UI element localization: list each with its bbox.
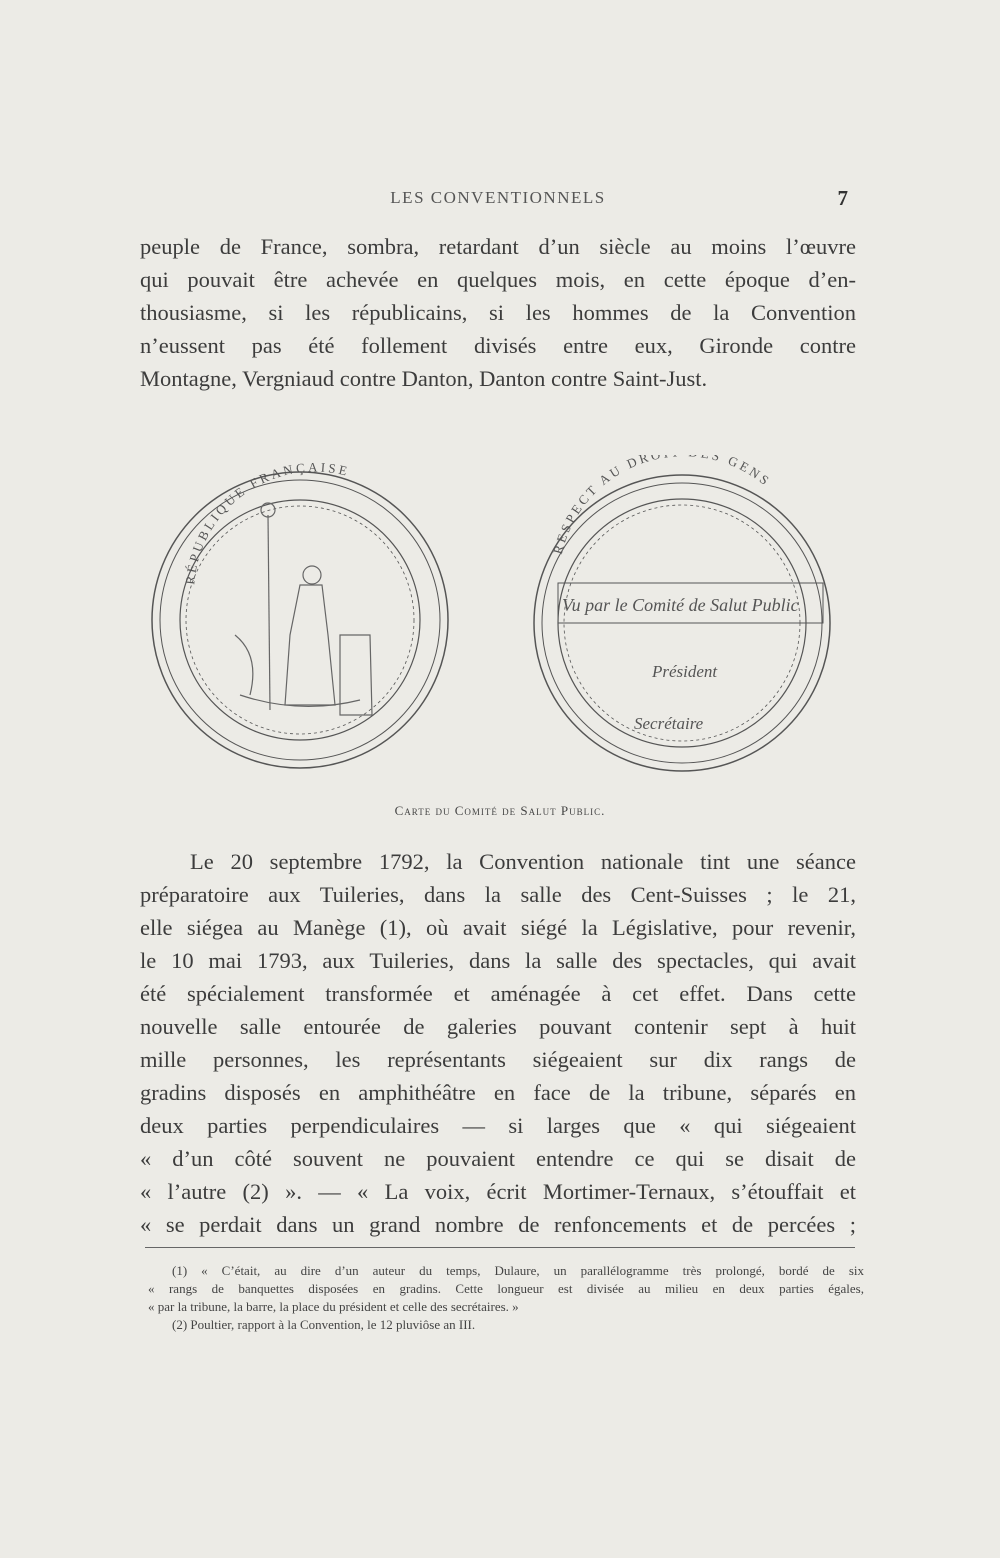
footnote-line: « rangs de banquettes disposées en gradins. Cette longueur est divisée au milieu en deux parties égales, <box>148 1281 864 1296</box>
text-line: qui pouvait être achevée en quelques mois, en cette époque d’en- <box>140 267 856 292</box>
medals-figure <box>140 455 860 815</box>
text-line: été spécialement transformée et aménagée à cet effet. Dans cette <box>140 981 856 1006</box>
footnotes <box>148 1262 864 1334</box>
page-number: 7 <box>837 186 848 210</box>
paragraph-1 <box>140 230 856 395</box>
left-medal <box>152 472 448 768</box>
text-line: peuple de France, sombra, retardant d’un siècle au moins l’œuvre <box>140 234 856 259</box>
text-line: mille personnes, les représentants siégeaient sur dix rangs de <box>140 1047 856 1072</box>
text-line: « se perdait dans un grand nombre de renfoncements et de percées ; <box>140 1212 856 1237</box>
text-line: le 10 mai 1793, aux Tuileries, dans la salle des spectacles, qui avait <box>140 948 856 973</box>
text-line: elle siégea au Manège (1), où avait siégé la Législative, pour revenir, <box>140 915 856 940</box>
text-line: gradins disposés en amphithéâtre en face de la tribune, séparés en <box>140 1080 856 1105</box>
footnote-line: (1) « C’était, au dire d’un auteur du temps, Dulaure, un parallélogramme très prolongé, bordé de six <box>172 1263 864 1278</box>
medal-line-vu: Vu par le Comité de Salut Public <box>562 595 799 615</box>
text-line: « d’un côté souvent ne pouvaient entendre ce qui se disait de <box>140 1146 856 1171</box>
text-line: n’eussent pas été follement divisés entre eux, Gironde contre <box>140 333 856 358</box>
text-line: thousiasme, si les républicains, si les hommes de la Convention <box>140 300 856 325</box>
text-line: « l’autre (2) ». — « La voix, écrit Mortimer-Ternaux, s’étouffait et <box>140 1179 856 1204</box>
text-line: Montagne, Vergniaud contre Danton, Danton contre Saint-Just. <box>140 366 708 391</box>
medal-line-president: Président <box>652 662 718 681</box>
text-line: Le 20 septembre 1792, la Convention nationale tint une séance <box>190 849 856 874</box>
text-line: nouvelle salle entourée de galeries pouvant contenir sept à huit <box>140 1014 856 1039</box>
running-title: LES CONVENTIONNELS <box>390 188 606 207</box>
text-line: deux parties perpendiculaires — si larges que « qui siégeaient <box>140 1113 856 1138</box>
running-head <box>140 188 856 218</box>
medals-illustration <box>140 455 860 815</box>
figure-caption: Carte du Comité de Salut Public. <box>394 803 606 818</box>
right-medal-legend: RESPECT AU DR S GENS <box>550 455 775 556</box>
paragraph-2 <box>140 845 856 1241</box>
liberty-figure <box>235 503 372 715</box>
footnote-line: (2) Poultier, rapport à la Convention, le 12 pluviôse an III. <box>172 1317 476 1332</box>
left-medal-legend: RÉPUBLIQUE FRANÇAISE <box>182 459 352 586</box>
footnote-line: « par la tribune, la barre, la place du président et celle des secrétaires. » <box>148 1299 519 1314</box>
footnote-rule <box>145 1247 855 1248</box>
text-line: préparatoire aux Tuileries, dans la salle des Cent-Suisses ; le 21, <box>140 882 856 907</box>
medal-line-secretaire: Secrétaire <box>634 714 704 733</box>
